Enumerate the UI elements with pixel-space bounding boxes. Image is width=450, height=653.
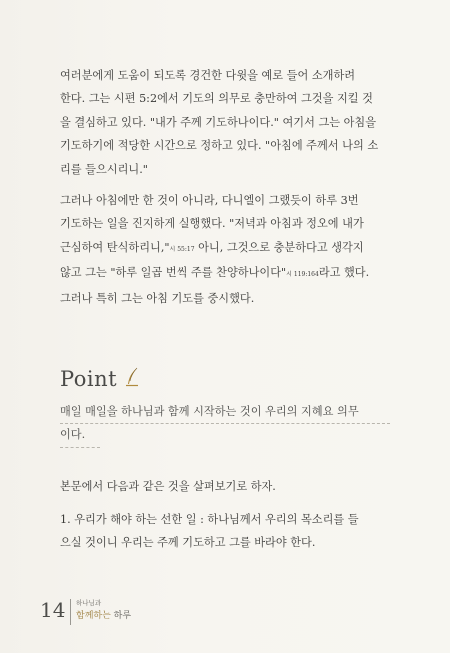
para2-text: 않고 그는 "하루 일곱 번씩 주를 찬양하나이다" (60, 266, 287, 280)
page-number: 14 (40, 598, 66, 622)
book-title-small: 하나님과 (76, 599, 102, 607)
para2-line (60, 261, 392, 286)
dashed-divider (60, 447, 100, 448)
para2-line (60, 236, 392, 261)
paragraph-4 (60, 508, 392, 555)
para4-line: 으실 것이니 우리는 주께 기도하고 그를 바라야 한다. (60, 536, 316, 550)
book-title (76, 608, 131, 621)
para2-line: 그러나 아침에만 한 것이 아니라, 다니엘이 그랬듯이 하루 3번 (60, 194, 359, 207)
para4-line: 1. 우리가 해야 하는 선한 일 : 하나님께서 우리의 목소리를 들 (60, 513, 359, 526)
para2-line: 기도하는 일을 진지하게 실행했다. "저녁과 아침과 정오에 내가 (60, 217, 364, 231)
point-line: 이다. (60, 428, 86, 442)
paragraph-1 (60, 64, 392, 181)
para3-line: 본문에서 다음과 같은 것을 살펴보기로 하자. (60, 480, 276, 493)
book-title-accent: 함께하는 (76, 611, 111, 621)
para2-line: 그러나 특히 그는 아침 기도를 중시했다. (60, 291, 255, 305)
para1-line: 한다. 그는 시편 5:2에서 기도의 의무로 충만하여 그것을 지킬 것 (60, 92, 373, 106)
paragraph-3 (60, 475, 392, 498)
dashed-divider (60, 423, 390, 424)
para2-text: 근심하여 탄식하리니," (60, 240, 170, 254)
paragraph-2 (60, 189, 392, 310)
point-line: 매일 매일을 하나님과 함께 시작하는 것이 우리의 지혜요 의무 (60, 405, 359, 418)
point-heading (60, 367, 390, 391)
para1-line: 을 결심하고 있다. "내가 주께 기도하나이다." 여기서 그는 아침을 (60, 115, 377, 129)
book-title-rest: 하루 (110, 611, 132, 621)
para1-line: 기도하기에 적당한 시간으로 정하고 있다. "아침에 주께서 나의 소 (60, 139, 379, 153)
para1-line: 여러분에게 도움이 되도록 경건한 다윗을 예로 들어 소개하려 (60, 69, 356, 82)
scripture-citation: 시 55:17 (169, 245, 195, 253)
scripture-citation: 시 119:164 (286, 271, 319, 279)
para1-line: 리를 들으시리니." (60, 162, 148, 176)
para2-text: 아니, 그것으로 충분하다고 생각지 (194, 240, 364, 254)
quill-pen-icon (125, 367, 139, 391)
para2-text: 라고 했다. (318, 266, 370, 280)
point-title: Point (60, 367, 118, 391)
footer-divider (70, 599, 71, 625)
